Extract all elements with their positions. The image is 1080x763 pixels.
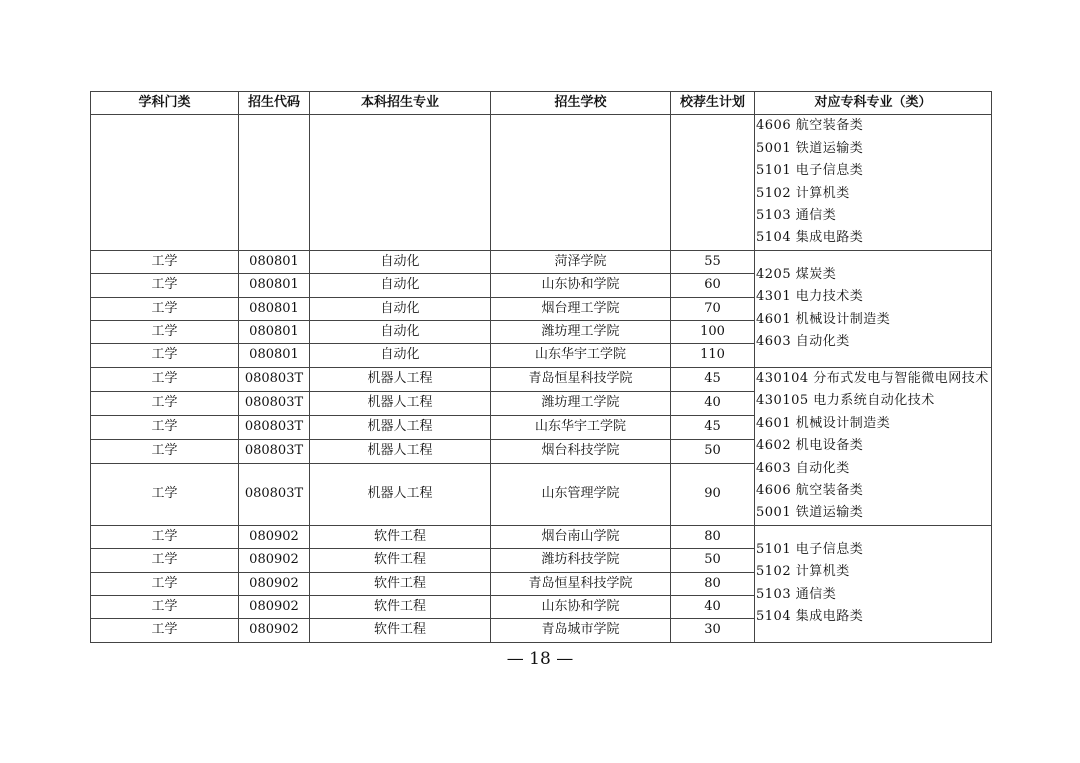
table-cell — [491, 115, 671, 250]
cell-school: 青岛恒星科技学院 — [491, 572, 671, 595]
cell-category: 工学 — [91, 367, 239, 391]
cell-code: 080801 — [239, 274, 310, 297]
cell-code: 080902 — [239, 572, 310, 595]
vocational-majors-cell — [755, 367, 992, 525]
vocational-major: 5102 计算机类 — [756, 564, 850, 580]
header-vocational-majors: 对应专科专业（类） — [755, 92, 992, 115]
cell-code: 080801 — [239, 297, 310, 320]
cell-major: 自动化 — [310, 297, 491, 320]
cell-plan: 40 — [671, 391, 755, 415]
vocational-major: 5102 计算机类 — [756, 185, 850, 201]
cell-category: 工学 — [91, 595, 239, 618]
cell-code: 080902 — [239, 595, 310, 618]
cell-major: 机器人工程 — [310, 440, 491, 464]
cell-major: 软件工程 — [310, 595, 491, 618]
vocational-major: 4606 航空装备类 — [756, 482, 864, 498]
cell-major: 软件工程 — [310, 525, 491, 548]
cell-plan: 110 — [671, 344, 755, 367]
table-row — [91, 250, 992, 273]
vocational-majors-cell — [755, 115, 992, 250]
table-row — [91, 367, 992, 391]
cell-category: 工学 — [91, 440, 239, 464]
header-plan: 校荐生计划 — [671, 92, 755, 115]
cell-category: 工学 — [91, 274, 239, 297]
cell-major: 机器人工程 — [310, 415, 491, 439]
cell-category: 工学 — [91, 250, 239, 273]
table-cell — [671, 115, 755, 250]
cell-school: 青岛城市学院 — [491, 619, 671, 642]
cell-school: 山东华宇工学院 — [491, 344, 671, 367]
cell-school: 潍坊科技学院 — [491, 549, 671, 572]
vocational-major: 430104 分布式发电与智能微电网技术 — [756, 370, 989, 386]
cell-code: 080803T — [239, 464, 310, 526]
cell-code: 080803T — [239, 440, 310, 464]
header-code: 招生代码 — [239, 92, 310, 115]
vocational-majors-cell — [755, 250, 992, 367]
cell-major: 自动化 — [310, 321, 491, 344]
cell-school: 山东协和学院 — [491, 274, 671, 297]
vocational-major: 4603 自动化类 — [756, 460, 850, 476]
cell-category: 工学 — [91, 572, 239, 595]
cell-plan: 40 — [671, 595, 755, 618]
cell-category: 工学 — [91, 415, 239, 439]
vocational-major: 5101 电子信息类 — [756, 163, 864, 179]
header-school: 招生学校 — [491, 92, 671, 115]
cell-major: 自动化 — [310, 344, 491, 367]
table-cell — [239, 115, 310, 250]
cell-major: 软件工程 — [310, 572, 491, 595]
vocational-major: 5103 通信类 — [756, 208, 837, 224]
cell-plan: 70 — [671, 297, 755, 320]
enrollment-table — [90, 91, 992, 643]
cell-major: 自动化 — [310, 274, 491, 297]
vocational-major: 5001 铁道运输类 — [756, 140, 864, 156]
cell-code: 080902 — [239, 549, 310, 572]
cell-plan: 90 — [671, 464, 755, 526]
cell-major: 机器人工程 — [310, 367, 491, 391]
cell-category: 工学 — [91, 619, 239, 642]
cell-school: 烟台理工学院 — [491, 297, 671, 320]
vocational-major: 5103 通信类 — [756, 586, 837, 602]
table-row — [91, 525, 992, 548]
cell-code: 080801 — [239, 250, 310, 273]
cell-major: 机器人工程 — [310, 391, 491, 415]
cell-major: 软件工程 — [310, 619, 491, 642]
cell-code: 080803T — [239, 367, 310, 391]
vocational-major: 430105 电力系统自动化技术 — [756, 393, 935, 409]
cell-code: 080902 — [239, 525, 310, 548]
cell-school: 山东协和学院 — [491, 595, 671, 618]
cell-code: 080803T — [239, 391, 310, 415]
vocational-majors-cell — [755, 525, 992, 642]
cell-major: 软件工程 — [310, 549, 491, 572]
table-cell — [91, 115, 239, 250]
vocational-major: 4606 航空装备类 — [756, 118, 864, 134]
cell-major: 自动化 — [310, 250, 491, 273]
cell-plan: 50 — [671, 440, 755, 464]
cell-plan: 60 — [671, 274, 755, 297]
vocational-major: 5104 集成电路类 — [756, 230, 864, 246]
vocational-major: 4602 机电设备类 — [756, 438, 864, 454]
cell-plan: 50 — [671, 549, 755, 572]
cell-code: 080902 — [239, 619, 310, 642]
cell-plan: 45 — [671, 415, 755, 439]
vocational-major: 4601 机械设计制造类 — [756, 415, 891, 431]
cell-school: 潍坊理工学院 — [491, 321, 671, 344]
cell-category: 工学 — [91, 464, 239, 526]
cell-plan: 45 — [671, 367, 755, 391]
continuation-row — [91, 115, 992, 250]
vocational-major: 4601 机械设计制造类 — [756, 311, 891, 327]
cell-category: 工学 — [91, 525, 239, 548]
cell-plan: 100 — [671, 321, 755, 344]
vocational-major: 4301 电力技术类 — [756, 289, 864, 305]
cell-code: 080803T — [239, 415, 310, 439]
cell-category: 工学 — [91, 344, 239, 367]
cell-school: 山东管理学院 — [491, 464, 671, 526]
cell-plan: 55 — [671, 250, 755, 273]
table-cell — [310, 115, 491, 250]
vocational-major: 4603 自动化类 — [756, 334, 850, 350]
vocational-major: 4205 煤炭类 — [756, 267, 837, 283]
cell-category: 工学 — [91, 391, 239, 415]
cell-category: 工学 — [91, 549, 239, 572]
header-category: 学科门类 — [91, 92, 239, 115]
table-header-row — [91, 92, 992, 115]
cell-school: 潍坊理工学院 — [491, 391, 671, 415]
cell-plan: 30 — [671, 619, 755, 642]
cell-plan: 80 — [671, 525, 755, 548]
vocational-major: 5104 集成电路类 — [756, 609, 864, 625]
page-number: — 18 — — [506, 649, 574, 669]
header-major: 本科招生专业 — [310, 92, 491, 115]
cell-school: 菏泽学院 — [491, 250, 671, 273]
cell-school: 烟台南山学院 — [491, 525, 671, 548]
cell-major: 机器人工程 — [310, 464, 491, 526]
cell-plan: 80 — [671, 572, 755, 595]
cell-school: 烟台科技学院 — [491, 440, 671, 464]
cell-code: 080801 — [239, 344, 310, 367]
cell-category: 工学 — [91, 321, 239, 344]
cell-school: 山东华宇工学院 — [491, 415, 671, 439]
vocational-major: 5001 铁道运输类 — [756, 505, 864, 521]
vocational-major: 5101 电子信息类 — [756, 541, 864, 557]
table-body — [91, 115, 992, 642]
cell-school: 青岛恒星科技学院 — [491, 367, 671, 391]
cell-code: 080801 — [239, 321, 310, 344]
cell-category: 工学 — [91, 297, 239, 320]
